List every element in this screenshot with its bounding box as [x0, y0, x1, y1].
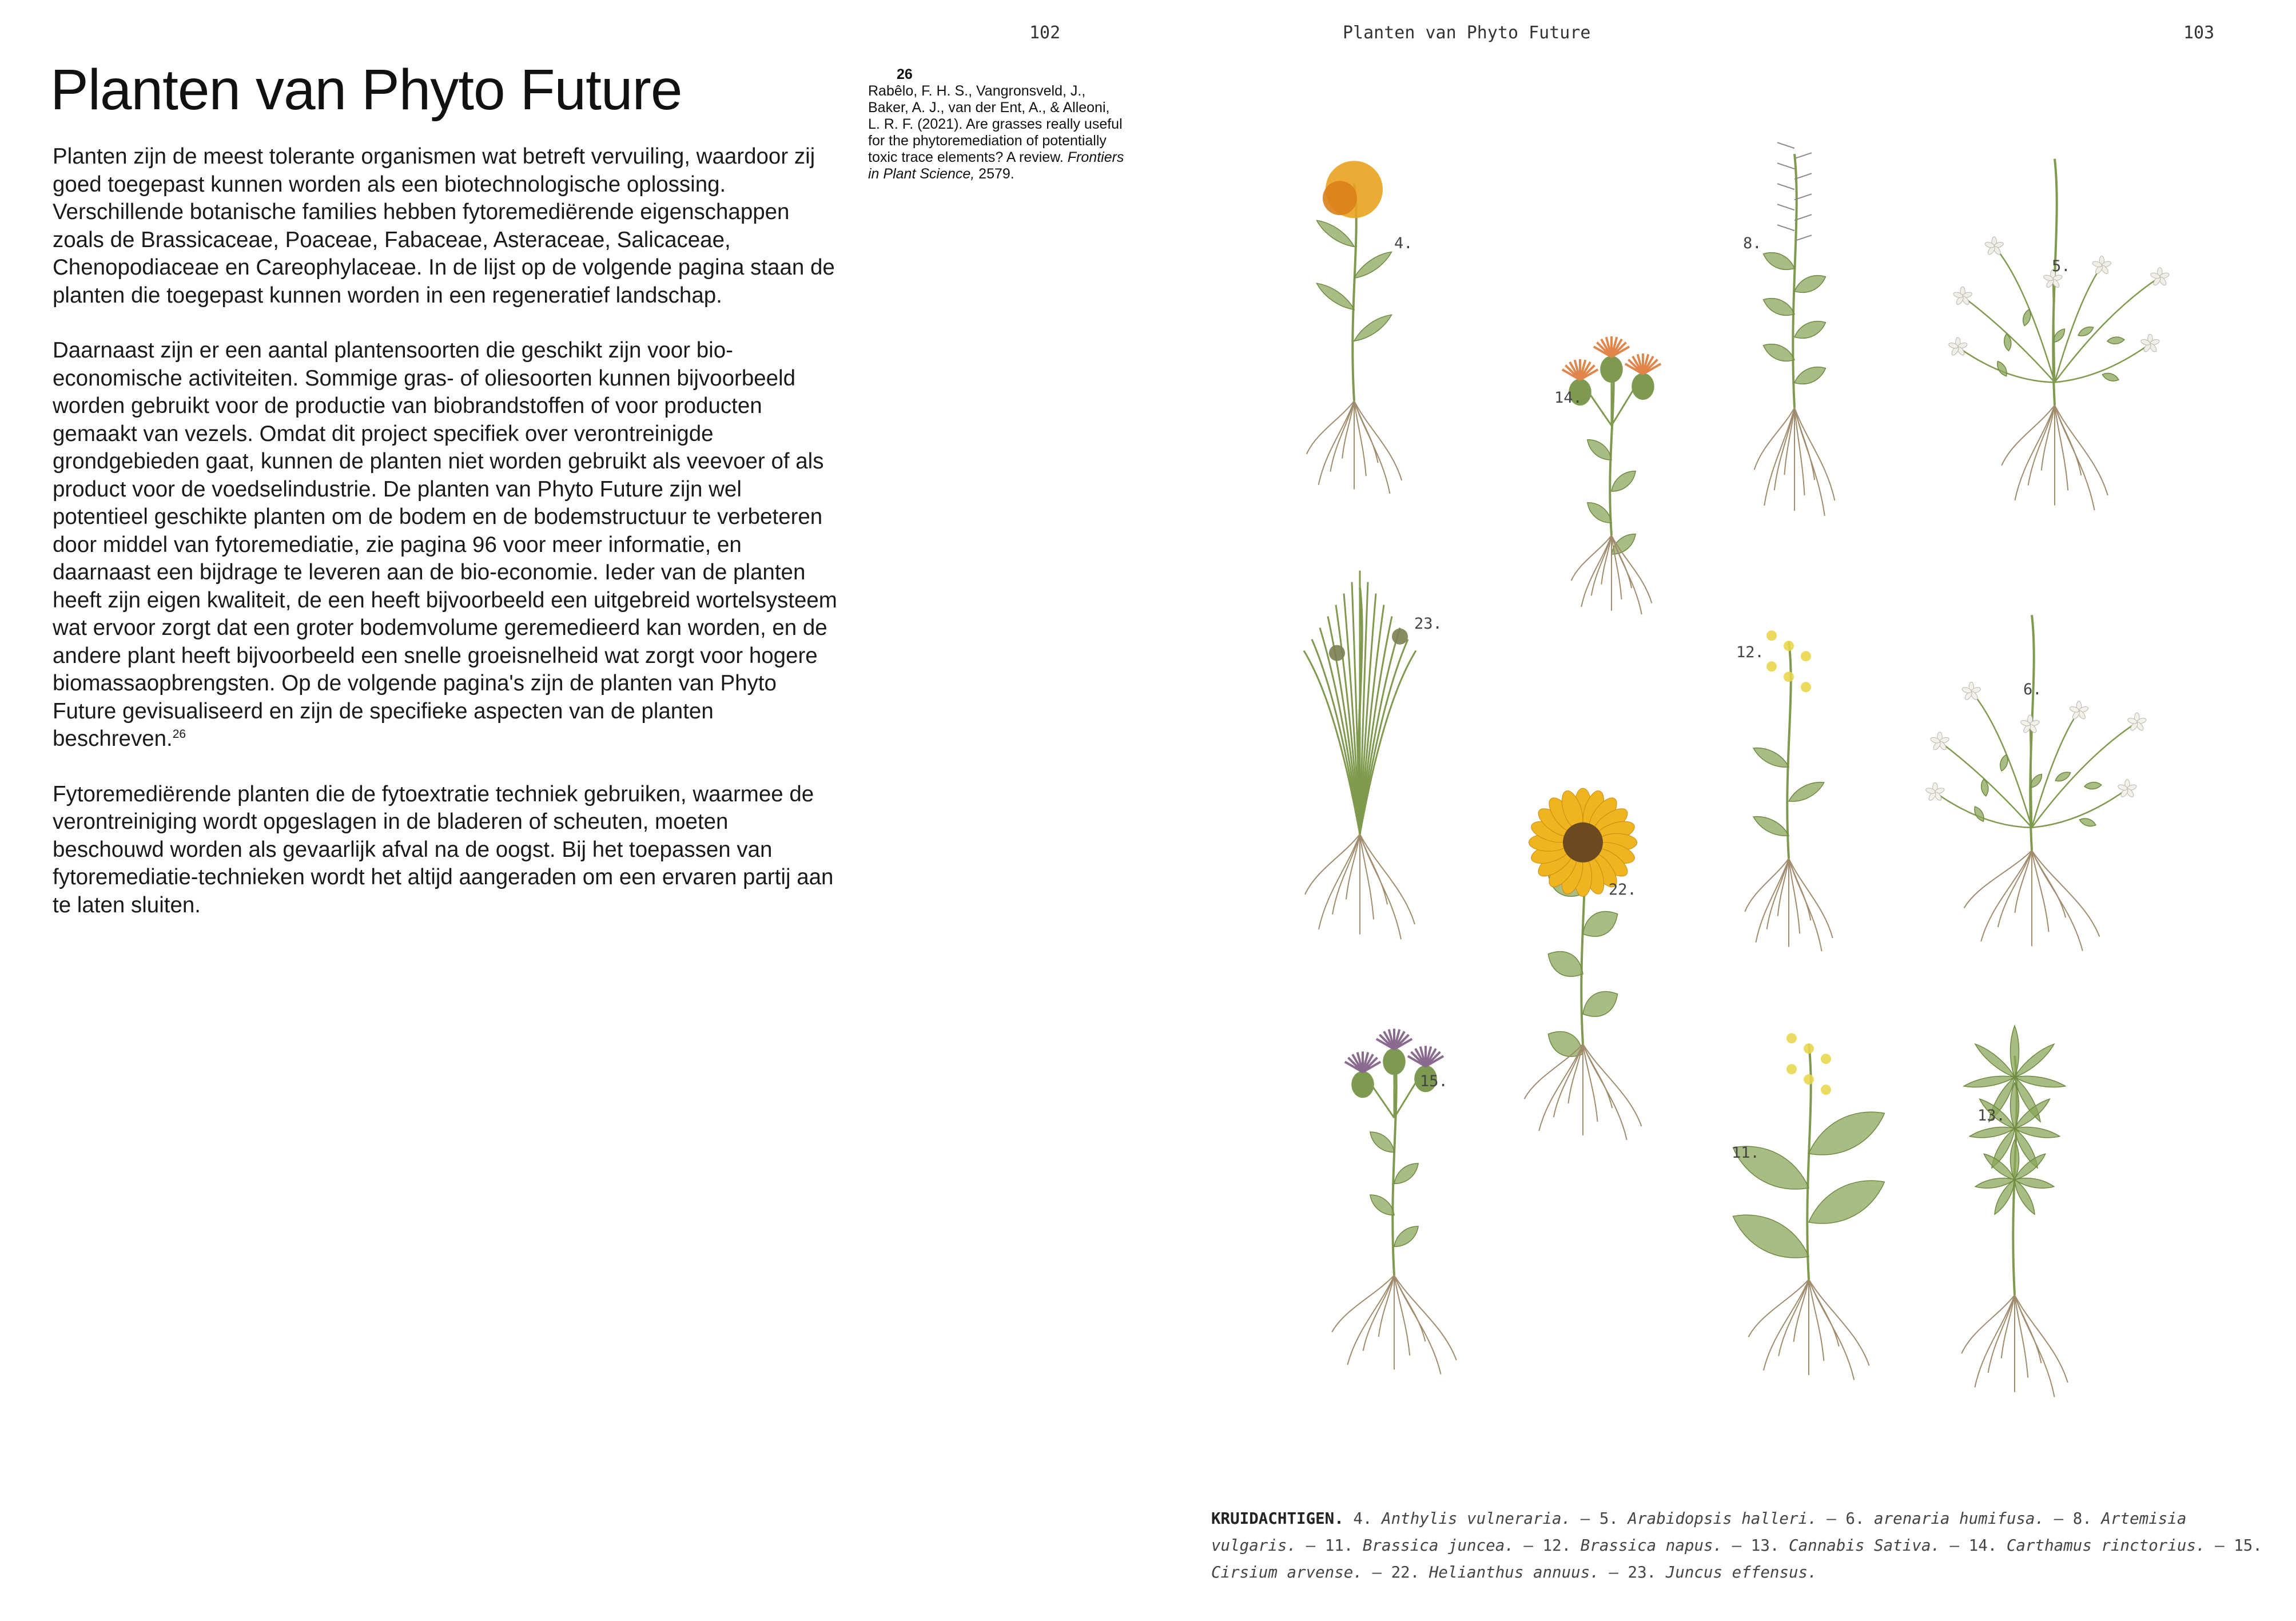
plant-illustration-carthamus	[1549, 309, 1674, 623]
caption-entries: 4. Anthylis vulneraria. — 5. Arabidopsis halleri. — 6. arenaria humifusa. — 8. Artemisia vulgaris. — 11. Brassica juncea. — 12. Brassica napus. — 13. Cannabis Sativa. — 14. Carthamus rinctorius. — 15. Cirsium arvense. — 22. Helianthus annuus. — 23. Juncus effensus.	[1211, 1509, 2262, 1582]
caption-entry-number: 15.	[2224, 1536, 2262, 1555]
caption-entry	[1590, 1509, 1817, 1528]
plant-illustration-cirsium	[1297, 995, 1491, 1384]
page-title: Planten van Phyto Future	[50, 58, 682, 122]
running-title: Planten van Phyto Future	[1343, 23, 1591, 43]
body-text	[53, 143, 842, 947]
caption-entry-number: 13.	[1741, 1536, 1789, 1555]
footnote-pages: 2579.	[978, 166, 1014, 182]
plate-number: 15.	[1420, 1072, 1448, 1090]
caption-entry-species: arenaria humifusa.	[1874, 1509, 2045, 1528]
plate-number: 23.	[1414, 615, 1442, 633]
right-page	[1148, 0, 2296, 1621]
plate-number: 13.	[1977, 1107, 2005, 1125]
plant-illustration-helianthus	[1491, 772, 1674, 1150]
caption-entry-number: 12.	[1533, 1536, 1581, 1555]
caption-entry-species: Carthamus rinctorius.	[2006, 1536, 2206, 1555]
caption-entry	[1533, 1536, 1722, 1555]
caption-entry-species: Helianthus annuus.	[1428, 1563, 1599, 1582]
caption-entry	[1959, 1536, 2205, 1555]
footnote-journal: Frontiers in Plant Science,	[868, 149, 1124, 182]
paragraph-3: Fytoremediërende planten die de fytoextratie techniek gebruiken, waarmee de verontreiniging wordt opgeslagen in de bladeren of scheuten, moeten beschouwd worden als gevaarlijk afval na de oogst. Bij het toepassen van fytoremediatie-technieken wordt het altijd aangeraden om een ervaren partij aan te laten sluiten.	[53, 781, 834, 917]
caption-entry-number: 11.	[1315, 1536, 1363, 1555]
caption-entry-species: Juncus effensus.	[1665, 1563, 1817, 1582]
caption-entry-number: 14.	[1959, 1536, 2007, 1555]
caption-entry-species: Artemisia vulgaris.	[1211, 1509, 2187, 1555]
footnote-reference[interactable]: 26	[172, 728, 186, 741]
plate-number: 12.	[1736, 643, 1764, 661]
plate-number: 14.	[1554, 389, 1582, 407]
caption-entry-number: 4.	[1353, 1509, 1382, 1528]
plant-illustration-juncus	[1274, 538, 1446, 949]
page-number-left: 102	[1029, 23, 1061, 43]
caption-entry	[1353, 1509, 1571, 1528]
plate-number: 4.	[1394, 235, 1413, 252]
caption-entry-species: Anthylis vulneraria.	[1382, 1509, 1571, 1528]
caption-entry	[1741, 1536, 1940, 1555]
caption-entry-number: 8.	[2063, 1509, 2102, 1528]
figure-caption	[1211, 1505, 2275, 1586]
caption-entry	[1382, 1563, 1599, 1582]
caption-entry	[1836, 1509, 2044, 1528]
caption-entry-number: 23.	[1618, 1563, 1666, 1582]
plate-number: 6.	[2023, 681, 2042, 698]
caption-entry-number: 22.	[1382, 1563, 1429, 1582]
plant-illustration-brassica-juncea	[1714, 995, 1903, 1390]
caption-entry-number: 6.	[1836, 1509, 1875, 1528]
footnote	[868, 66, 1125, 182]
caption-entry-species: Brassica juncea.	[1362, 1536, 1514, 1555]
footnote-text	[868, 83, 1125, 182]
plate-number: 11.	[1732, 1144, 1760, 1162]
plate-number: 5.	[2052, 257, 2071, 275]
caption-entry-species: Arabidopsis halleri.	[1628, 1509, 1817, 1528]
paragraph-1: Planten zijn de meest tolerante organismen wat betreft vervuiling, waardoor zij goed toegepast kunnen worden als een biotechnologische oplossing. Verschillende botanische families hebben fytoremediërende eigenschappen zoals de Brassicaceae, Poaceae, Fabaceae, Asteraceae, Salicaceae, Chenopodiaceae en Careophylaceae. In de lijst op de volgende pagina staan de planten die toegepast kunnen worden in een regeneratief landschap.	[53, 144, 835, 308]
caption-entry-species: Brassica napus.	[1580, 1536, 1723, 1555]
plant-illustration-cannabis	[1932, 1007, 2098, 1407]
caption-entry-species: Cirsium arvense.	[1211, 1563, 1363, 1582]
caption-entry-species: Cannabis Sativa.	[1789, 1536, 1940, 1555]
caption-entry	[1618, 1563, 1817, 1582]
plant-illustration-artemisia	[1732, 103, 1857, 526]
caption-label: KRUIDACHTIGEN.	[1211, 1509, 1344, 1528]
page-number-right: 103	[2183, 23, 2215, 43]
footnote-citation: Rabêlo, F. H. S., Vangronsveld, J., Baker, A. J., van der Ent, A., & Alleoni, L. R. F. (2021). Are grasses really useful for the phytoremediation of potentially toxic trace elements? A review.	[868, 83, 1123, 165]
plate-number: 22.	[1609, 881, 1637, 899]
plant-illustration-arenaria	[1926, 566, 2138, 961]
plant-illustration-arabidopsis	[1972, 109, 2138, 521]
plant-illustration-anthyllis	[1280, 137, 1428, 503]
paragraph-2-text: Daarnaast zijn er een aantal plantensoorten die geschikt zijn voor bio-economische activiteiten. Sommige gras- of oliesoorten kunnen bijvoorbeeld worden gebruikt voor de productie van biobrandstoffen of voor producten gemaakt van vezels. Omdat dit project specifiek over verontreinigde grondgebieden gaat, kunnen de planten niet worden gebruikt als veevoer of als product voor de voedselindustrie. De planten van Phyto Future zijn wel potentieel geschikte planten om de bodem en de bodemstructuur te verbeteren door middel van fytoremediatie, zie pagina 96 voor meer informatie, en daarnaast een bijdrage te leveren aan de bio-economie. Ieder van de planten heeft zijn eigen kwaliteit, de een heeft bijvoorbeeld een uitgebreid wortelsysteem wat ervoor zorgt dat een groter bodemvolume geremedieerd kan worden, en de andere plant heeft bijvoorbeeld een snelle groeisnelheid wat zorgt voor hogere biomassaopbrengsten. Op de volgende pagina's zijn de planten van Phyto Future gevisualiseerd en zijn de specifieke aspecten van de planten beschreven.	[53, 338, 837, 751]
botanical-plates	[1148, 0, 2296, 1476]
caption-entry-number: 5.	[1590, 1509, 1628, 1528]
footnote-number: 26	[897, 66, 913, 82]
plate-number: 8.	[1743, 235, 1762, 252]
caption-entry	[1315, 1536, 1514, 1555]
paragraph-2	[53, 337, 842, 753]
